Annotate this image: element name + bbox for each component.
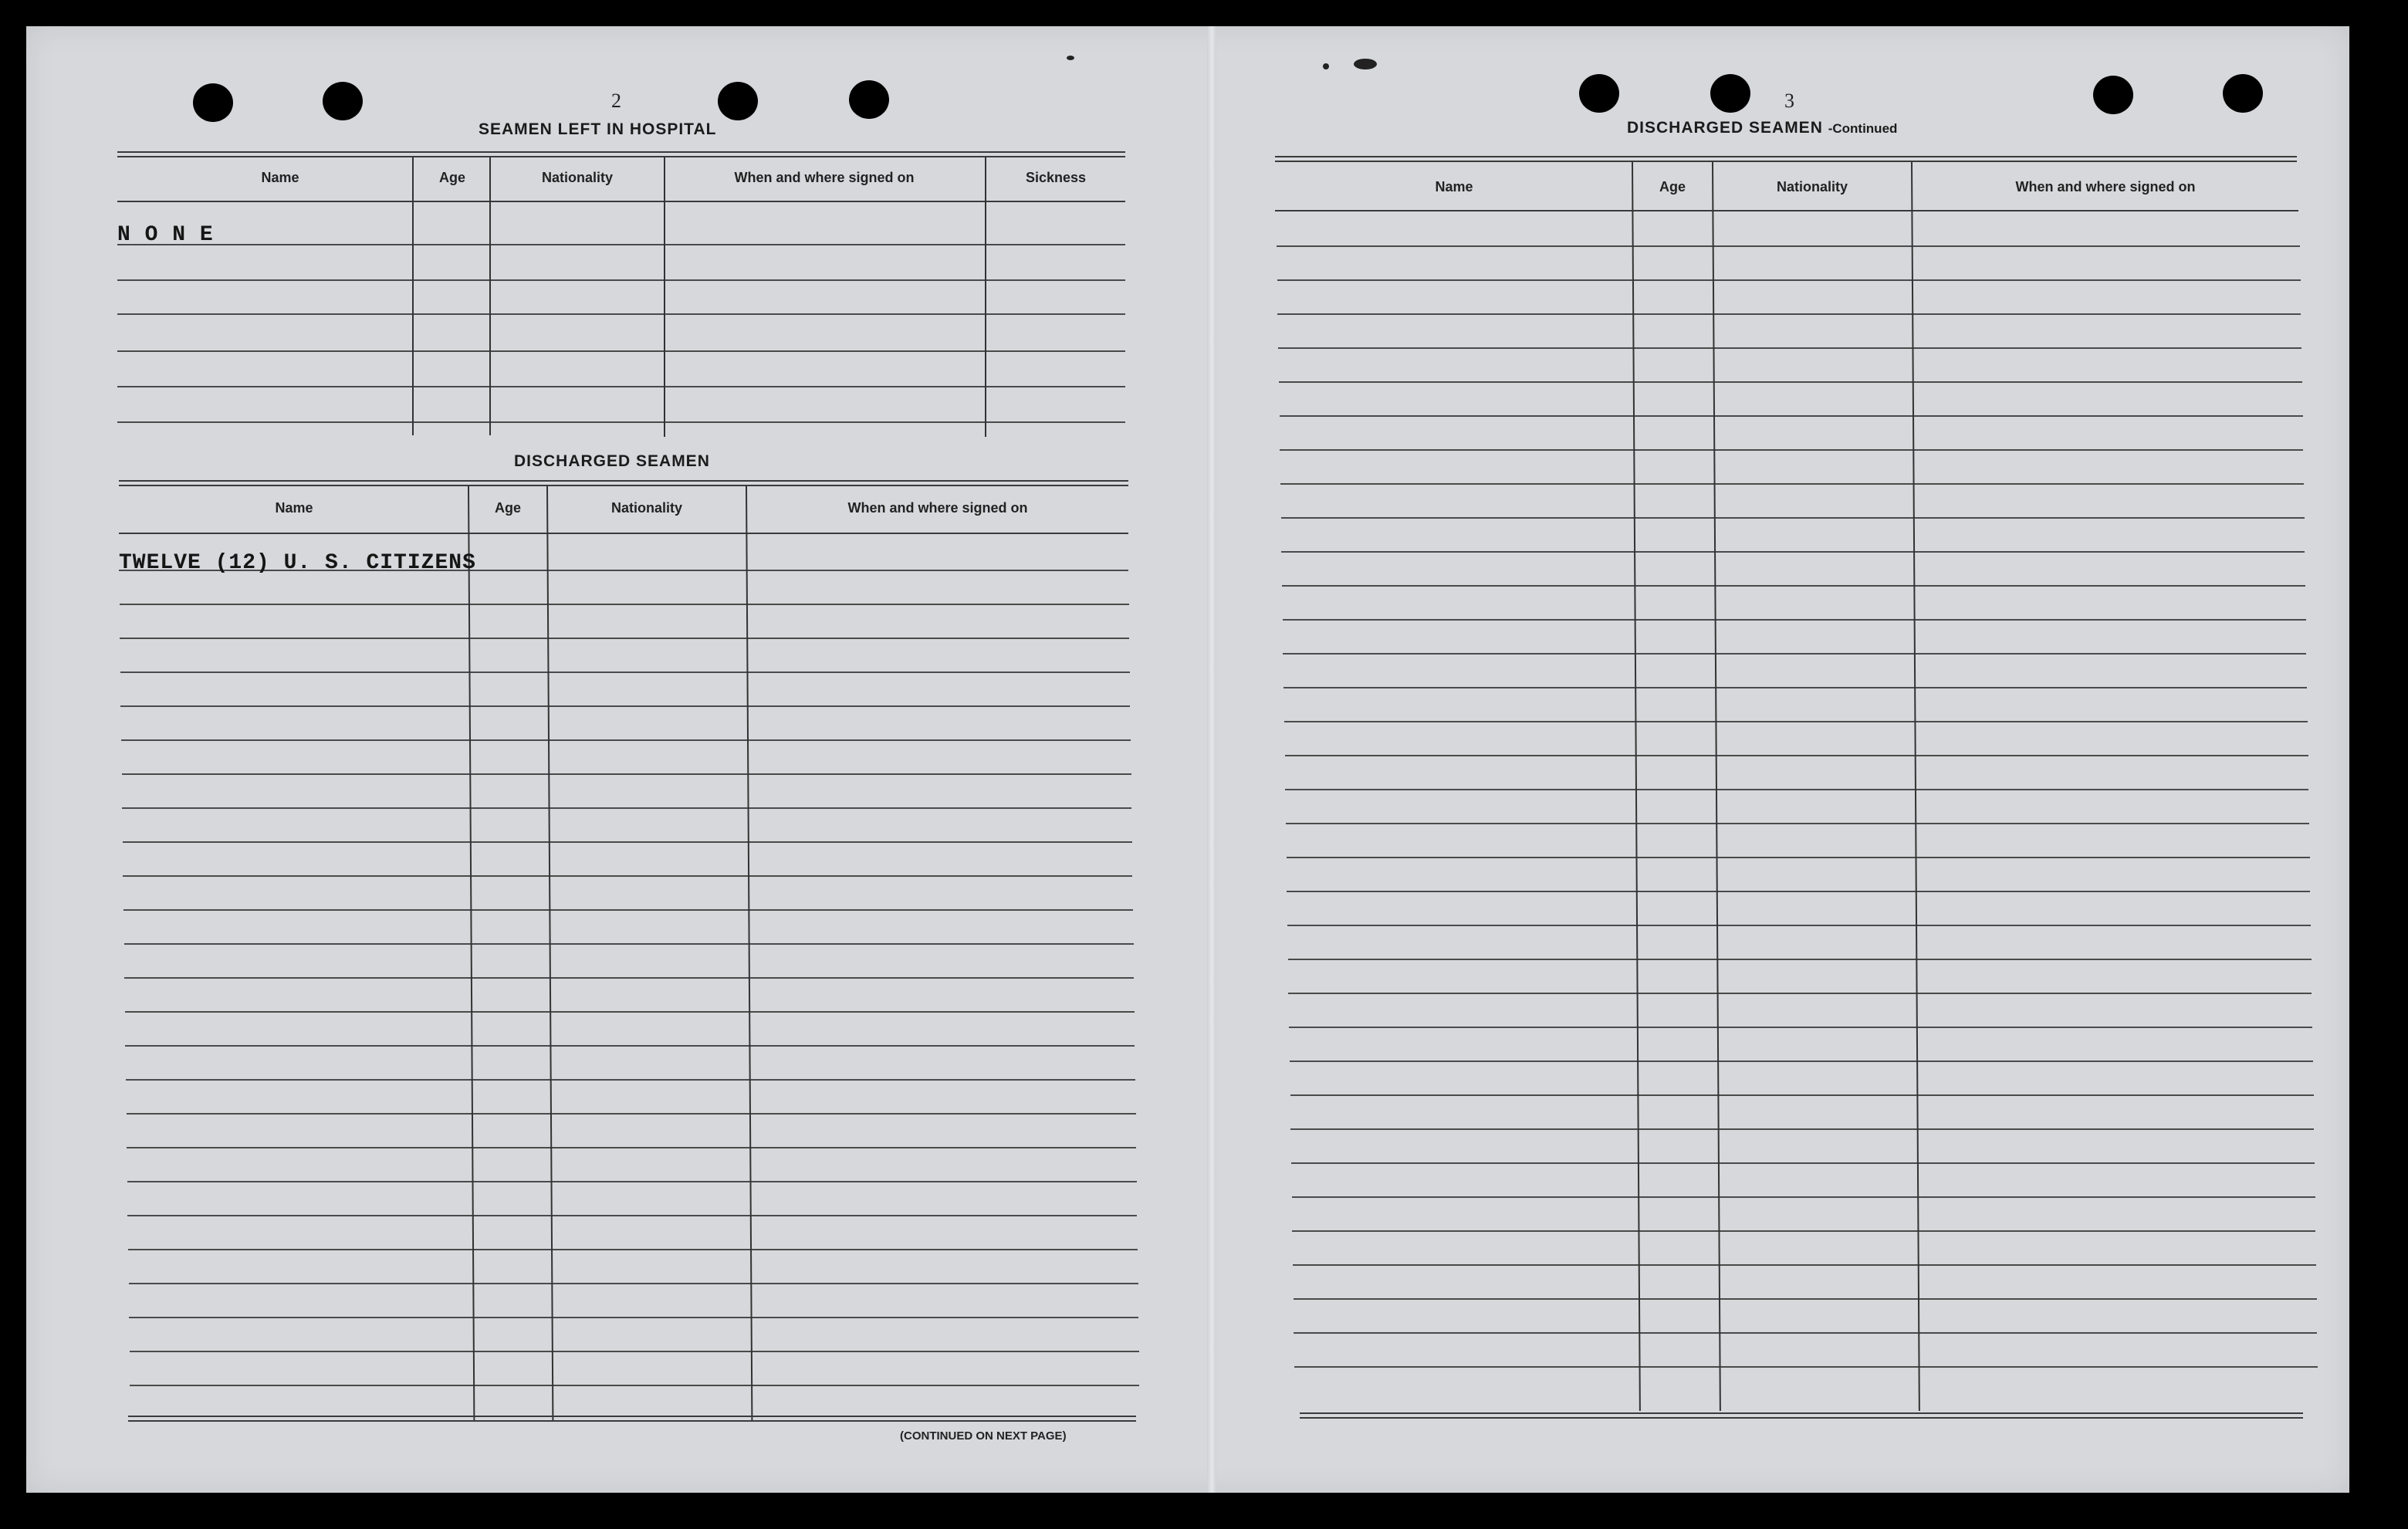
table-rule <box>119 480 1128 482</box>
punch-hole <box>849 80 889 119</box>
table-row-line <box>127 1147 1136 1148</box>
table-row-line <box>1280 483 2304 485</box>
continued-col-age: Age <box>1659 179 1686 195</box>
table-row-line <box>125 1011 1135 1013</box>
page-number-left: 2 <box>611 90 621 112</box>
ink-speck <box>1323 63 1329 69</box>
table-rule <box>119 533 1128 534</box>
table-row-line <box>1289 1027 2312 1028</box>
table-row-line <box>1292 1230 2315 1232</box>
table-rule <box>119 485 1128 486</box>
hospital-col-sickness: Sickness <box>1025 170 1087 185</box>
table-row-line <box>117 386 1125 387</box>
table-row-line <box>1283 619 2306 621</box>
table-row-line <box>117 313 1125 315</box>
table-rule <box>1275 161 2297 162</box>
column-divider <box>1632 162 1641 1411</box>
table-row-line <box>1277 279 2301 281</box>
table-row-line <box>1293 1264 2316 1266</box>
table-row-line <box>1281 551 2305 553</box>
continued-col-signed-on: When and where signed on <box>2015 179 2196 195</box>
continued-title-main: DISCHARGED SEAMEN <box>1627 119 1823 137</box>
hospital-entry-none: N O N E <box>117 223 214 247</box>
table-row-line <box>127 1215 1137 1216</box>
table-row-line <box>1290 1128 2314 1130</box>
column-divider <box>664 157 665 437</box>
document-sheet <box>26 26 2349 1493</box>
punch-hole <box>718 82 758 120</box>
table-row-line <box>129 1317 1138 1318</box>
column-divider <box>1911 162 1920 1411</box>
table-row-line <box>1286 823 2309 824</box>
table-row-line <box>1277 313 2301 315</box>
table-row-line <box>1280 449 2303 451</box>
table-row-line <box>117 244 1125 245</box>
table-row-line <box>124 943 1134 945</box>
ink-speck <box>1354 59 1377 69</box>
table-rule <box>117 151 1125 153</box>
table-row-line <box>1280 415 2303 417</box>
table-row-line <box>122 807 1131 809</box>
column-divider <box>489 157 491 435</box>
table-row-line <box>130 1351 1139 1352</box>
punch-hole <box>1710 74 1750 113</box>
table-row-line <box>1287 925 2311 926</box>
table-row-line <box>117 350 1125 352</box>
table-row-line <box>123 875 1132 877</box>
table-row-line <box>1277 245 2300 247</box>
column-divider <box>468 486 475 1420</box>
punch-hole <box>2223 74 2263 113</box>
punch-hole <box>1579 74 1619 113</box>
table-row-line <box>125 1045 1135 1047</box>
table-rule <box>128 1420 1136 1422</box>
table-row-line <box>126 1079 1135 1081</box>
punch-hole <box>2093 76 2133 114</box>
table-row-line <box>1294 1366 2318 1368</box>
continued-col-nationality: Nationality <box>1776 179 1848 195</box>
discharged-col-age: Age <box>494 500 521 516</box>
discharged-col-name: Name <box>275 500 313 516</box>
table-row-line <box>117 279 1125 281</box>
table-row-line <box>1291 1162 2315 1164</box>
column-divider <box>1712 162 1721 1411</box>
hospital-col-nationality: Nationality <box>541 170 613 185</box>
table-row-line <box>124 977 1134 979</box>
table-row-line <box>128 1249 1138 1250</box>
table-row-line <box>1288 959 2312 960</box>
table-row-line <box>1290 1094 2314 1096</box>
page-number-right: 3 <box>1784 90 1794 112</box>
table-row-line <box>120 705 1130 707</box>
table-row-line <box>1288 993 2312 994</box>
hospital-col-age: Age <box>438 170 465 185</box>
table-row-line <box>122 773 1131 775</box>
table-row-line <box>120 604 1129 605</box>
table-row-line <box>123 909 1133 911</box>
continued-section-title <box>1627 119 1897 137</box>
table-row-line <box>120 638 1129 639</box>
table-rule <box>117 201 1125 202</box>
column-divider <box>746 486 752 1420</box>
table-row-line <box>1279 381 2302 383</box>
continued-note: (CONTINUED ON NEXT PAGE) <box>900 1429 1067 1443</box>
table-row-line <box>117 421 1125 423</box>
ink-speck <box>1067 56 1074 60</box>
discharged-col-nationality: Nationality <box>610 500 682 516</box>
table-row-line <box>1285 789 2308 790</box>
continued-title-suffix: -Continued <box>1828 121 1898 136</box>
table-row-line <box>1294 1298 2317 1300</box>
table-row-line <box>1283 653 2306 655</box>
hospital-col-name: Name <box>261 170 299 185</box>
punch-hole <box>193 83 233 122</box>
table-row-line <box>1287 857 2310 858</box>
table-row-line <box>1281 517 2305 519</box>
table-row-line <box>120 671 1130 673</box>
column-divider <box>412 157 414 435</box>
table-row-line <box>1284 721 2308 722</box>
table-row-line <box>130 1385 1139 1386</box>
table-row-line <box>127 1113 1136 1115</box>
table-rule <box>1300 1412 2303 1414</box>
table-row-line <box>1292 1196 2315 1198</box>
discharged-col-signed-on: When and where signed on <box>847 500 1028 516</box>
table-rule <box>117 156 1125 157</box>
table-row-line <box>1278 347 2301 349</box>
page-fold <box>1207 26 1216 1493</box>
table-row-line <box>121 739 1131 741</box>
discharged-entry: TWELVE (12) U. S. CITIZENS <box>119 551 476 575</box>
table-rule <box>128 1416 1136 1417</box>
table-rule <box>1275 156 2297 157</box>
table-row-line <box>1282 585 2305 587</box>
column-divider <box>985 157 986 437</box>
table-rule <box>1300 1417 2303 1419</box>
table-row-line <box>1287 891 2310 892</box>
punch-hole <box>323 82 363 120</box>
table-row-line <box>1290 1060 2313 1062</box>
column-divider <box>546 486 553 1420</box>
table-row-line <box>1294 1332 2317 1334</box>
table-row-line <box>1285 755 2308 756</box>
table-row-line <box>129 1283 1138 1284</box>
continued-col-name: Name <box>1435 179 1473 195</box>
hospital-section-title: SEAMEN LEFT IN HOSPITAL <box>479 120 717 138</box>
table-rule <box>1275 210 2298 211</box>
table-row-line <box>123 841 1132 843</box>
discharged-section-title: DISCHARGED SEAMEN <box>514 452 710 470</box>
table-row-line <box>1283 687 2307 688</box>
hospital-col-signed-on: When and where signed on <box>734 170 915 185</box>
table-row-line <box>127 1181 1137 1182</box>
